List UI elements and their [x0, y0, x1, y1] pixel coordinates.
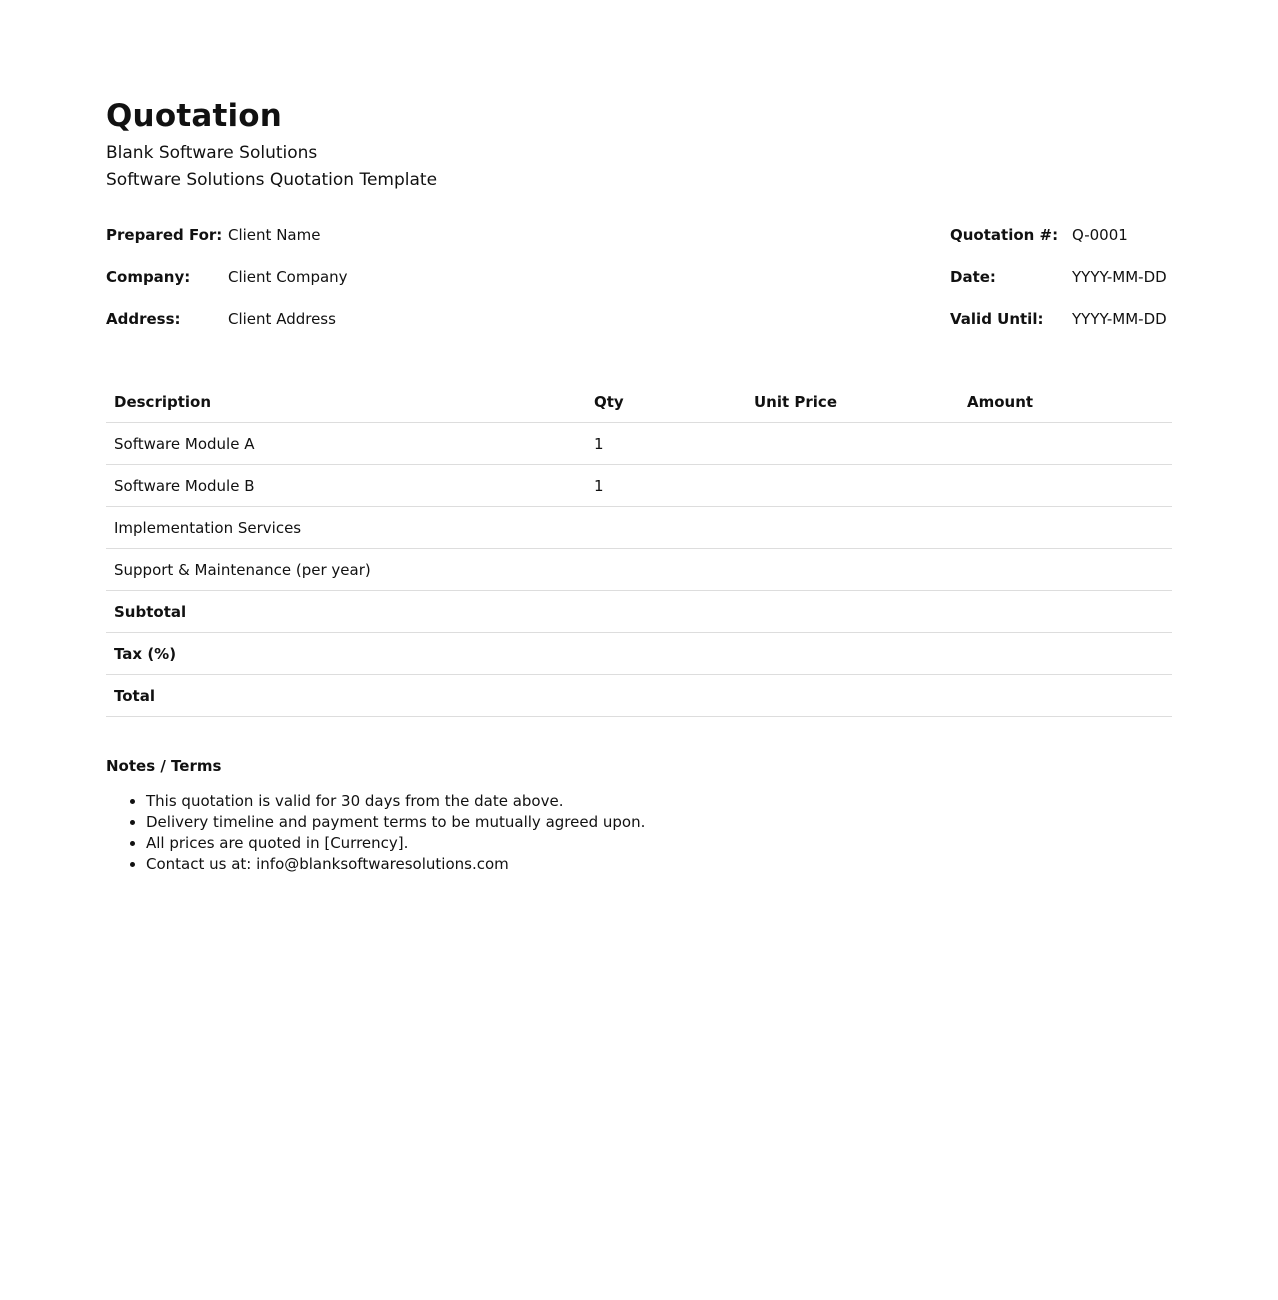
table-row: [106, 465, 1172, 507]
cell-amount: [959, 507, 1172, 549]
total-value: [959, 675, 1172, 717]
date-value: YYYY-MM-DD: [1072, 268, 1167, 286]
company-value: Client Company: [228, 268, 348, 286]
subtotal-label: Subtotal: [106, 591, 959, 633]
company-name: Blank Software Solutions: [106, 143, 318, 163]
cell-unit-price: [746, 423, 959, 465]
company-row: [106, 266, 348, 308]
valid-until-row: [950, 308, 1167, 350]
cell-unit-price: [746, 549, 959, 591]
tax-row: [106, 633, 1172, 675]
client-info: [106, 224, 348, 350]
address-label: Address:: [106, 310, 181, 328]
cell-amount: [959, 423, 1172, 465]
notes-title: Notes / Terms: [106, 757, 222, 775]
notes-list: [106, 791, 645, 875]
tax-label: Tax (%): [106, 633, 959, 675]
note-item: • All prices are quoted in [Currency].: [146, 833, 645, 854]
date-label: Date:: [950, 268, 996, 286]
table-row: [106, 549, 1172, 591]
cell-qty: 1: [586, 423, 746, 465]
cell-qty: [586, 507, 746, 549]
total-row: [106, 675, 1172, 717]
quote-info: [950, 224, 1167, 350]
total-label: Total: [106, 675, 959, 717]
cell-description: Software Module A: [106, 423, 586, 465]
cell-description: Implementation Services: [106, 507, 586, 549]
notes-section: [106, 755, 645, 875]
page-title: Quotation: [106, 98, 283, 134]
cell-qty: 1: [586, 465, 746, 507]
subtotal-row: [106, 591, 1172, 633]
note-item: • Contact us at: info@blanksoftwaresolutions.com: [146, 854, 645, 875]
quotation-number-value: Q-0001: [1072, 226, 1128, 244]
note-item: • This quotation is valid for 30 days from the date above.: [146, 791, 645, 812]
date-row: [950, 266, 1167, 308]
table-row: [106, 423, 1172, 465]
table-header-row: [106, 381, 1172, 423]
line-items-table: [106, 381, 1172, 717]
quotation-number-label: Quotation #:: [950, 226, 1059, 244]
valid-until-value: YYYY-MM-DD: [1072, 310, 1167, 328]
tax-value: [959, 633, 1172, 675]
cell-description: Software Module B: [106, 465, 586, 507]
prepared-for-label: Prepared For:: [106, 226, 223, 244]
cell-qty: [586, 549, 746, 591]
cell-description: Support & Maintenance (per year): [106, 549, 586, 591]
header-description: Description: [106, 381, 586, 423]
table-row: [106, 507, 1172, 549]
cell-amount: [959, 549, 1172, 591]
subtotal-value: [959, 591, 1172, 633]
prepared-for-row: [106, 224, 348, 266]
header-qty: Qty: [586, 381, 746, 423]
valid-until-label: Valid Until:: [950, 310, 1044, 328]
quotation-number-row: [950, 224, 1167, 266]
cell-amount: [959, 465, 1172, 507]
header-amount: Amount: [959, 381, 1172, 423]
cell-unit-price: [746, 465, 959, 507]
company-label: Company:: [106, 268, 191, 286]
document-subtitle: Software Solutions Quotation Template: [106, 170, 438, 190]
prepared-for-value: Client Name: [228, 226, 321, 244]
note-item: • Delivery timeline and payment terms to be mutually agreed upon.: [146, 812, 645, 833]
cell-unit-price: [746, 507, 959, 549]
header-unit-price: Unit Price: [746, 381, 959, 423]
address-value: Client Address: [228, 310, 336, 328]
address-row: [106, 308, 348, 350]
